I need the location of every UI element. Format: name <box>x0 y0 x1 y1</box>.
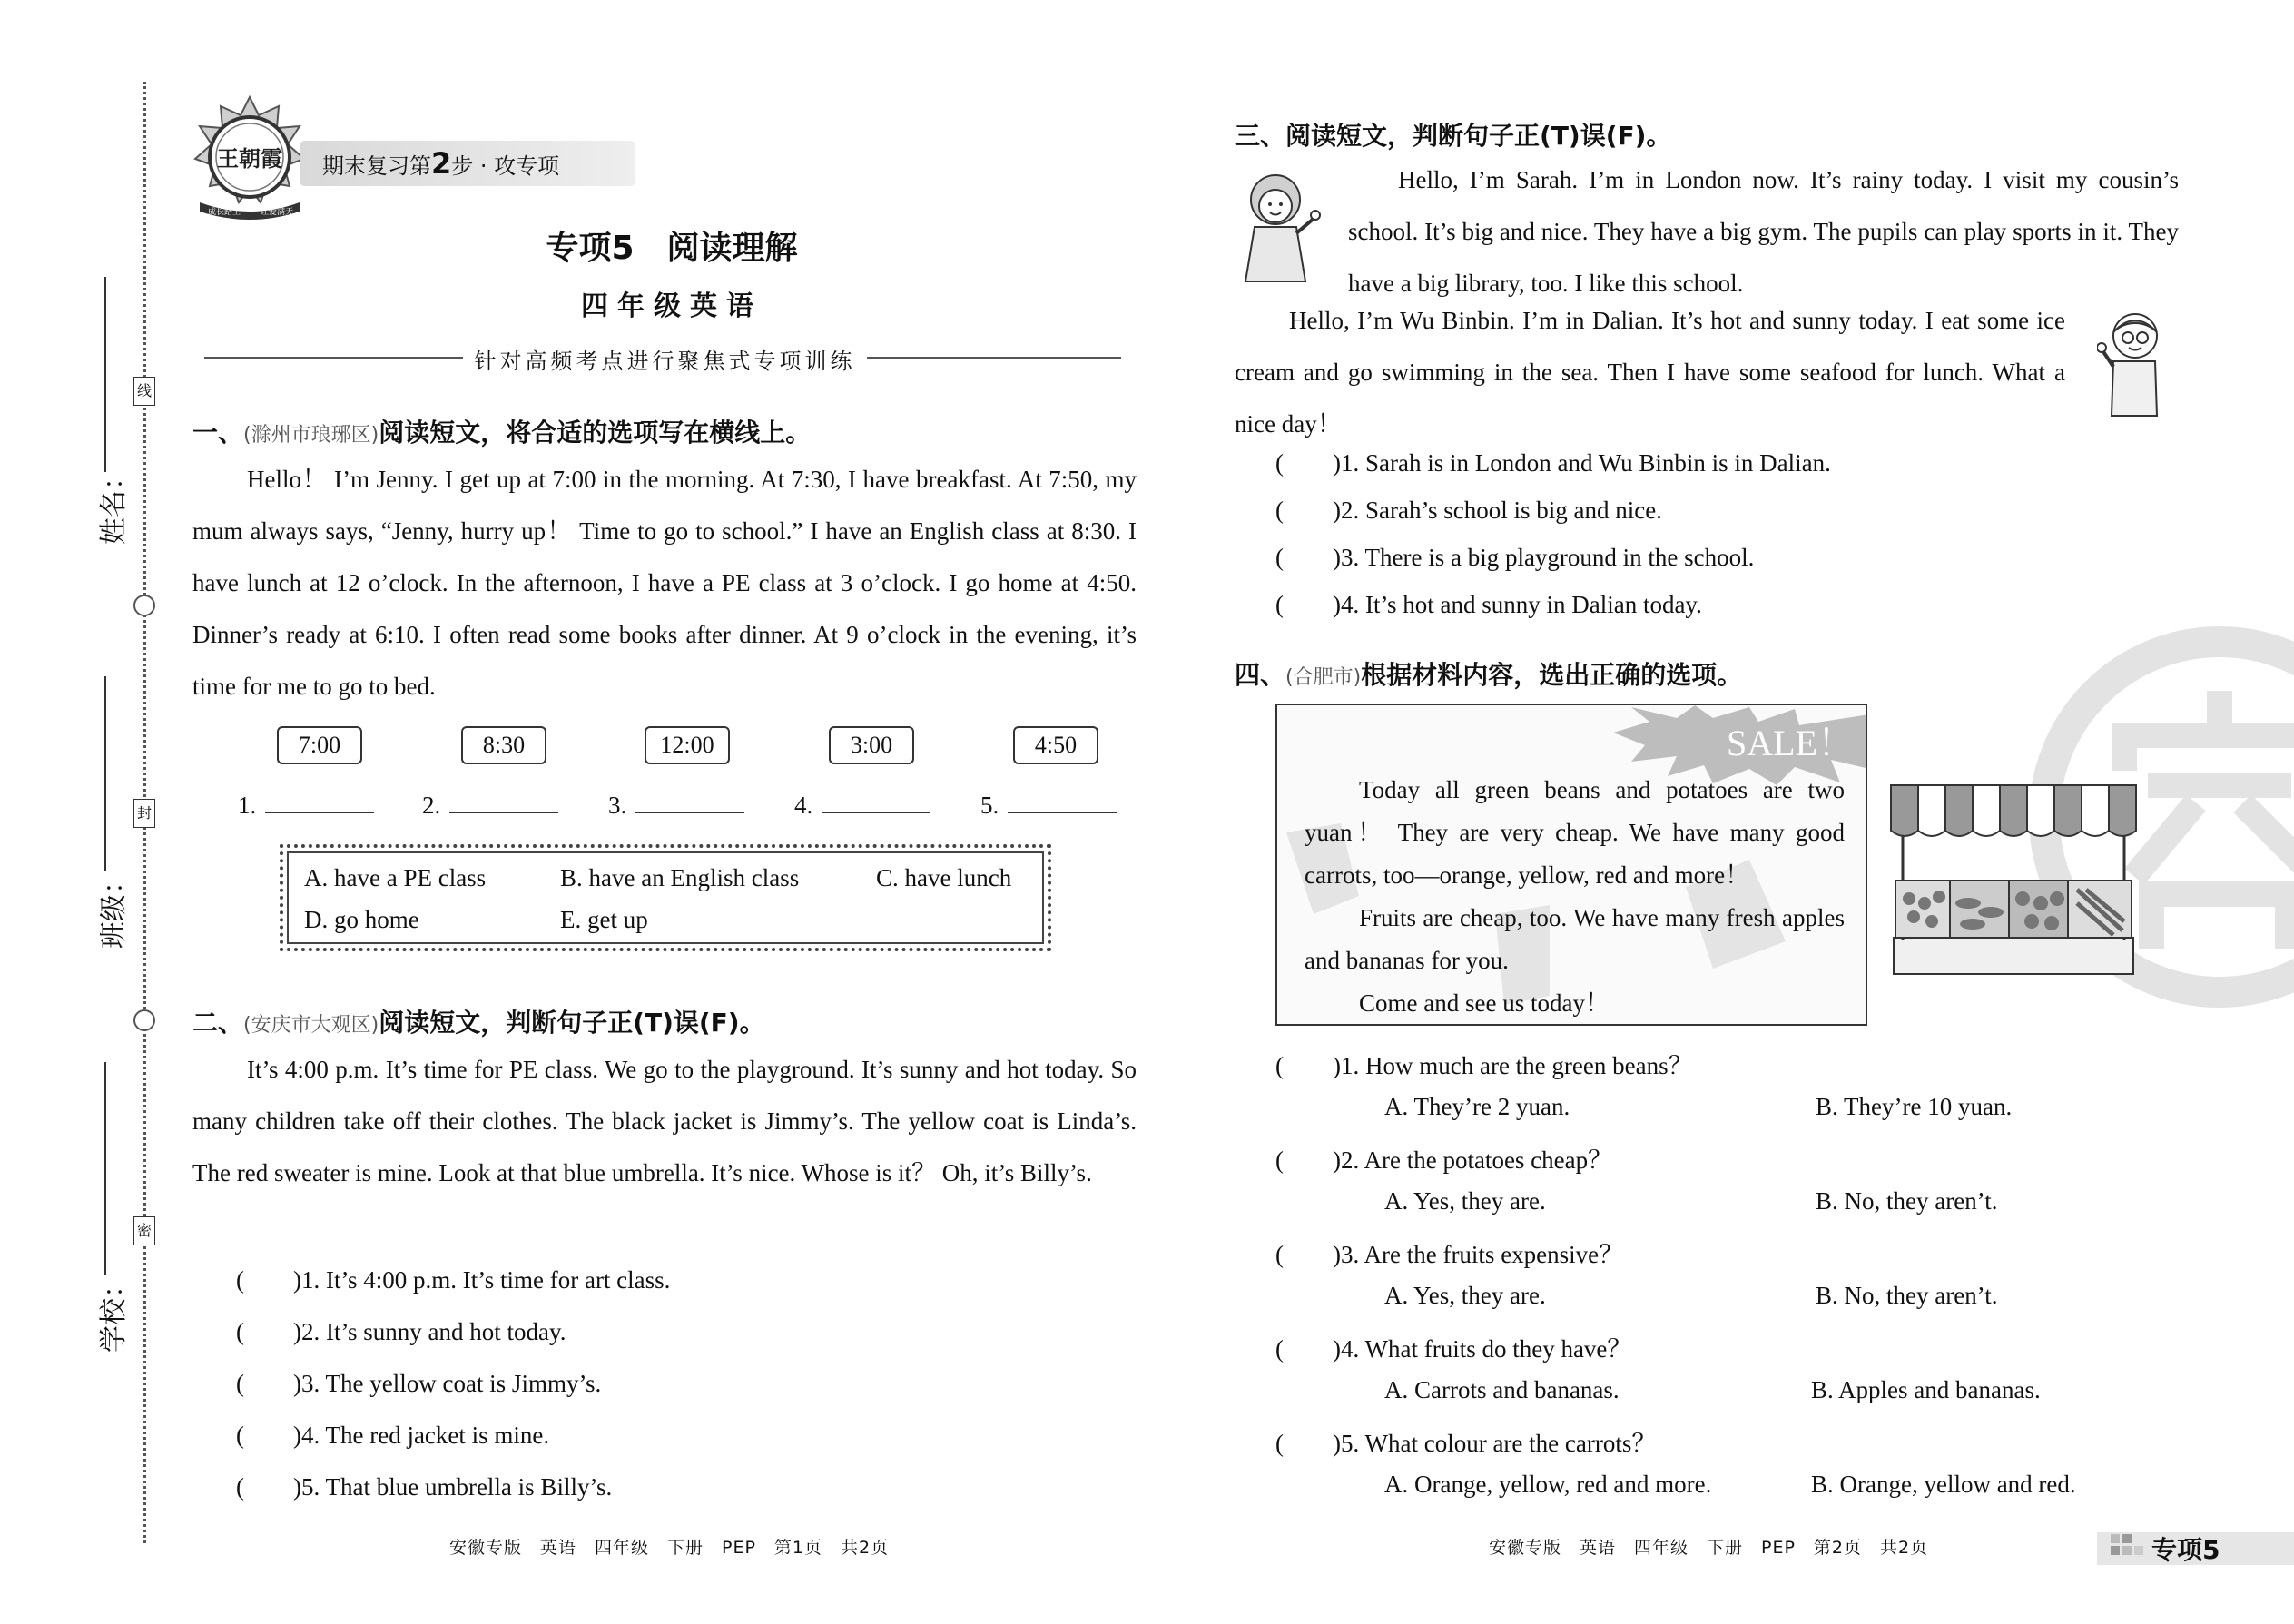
school-blank[interactable] <box>104 1062 106 1275</box>
mc-option-a: A. Yes, they are. <box>1384 1187 1546 1215</box>
section4-heading: 四、(合肥市)根据材料内容，选出正确的选项。 <box>1235 660 1743 690</box>
time-box: 4:50 <box>1013 726 1098 764</box>
mc-option-a: A. They’re 2 yuan. <box>1384 1093 1570 1120</box>
time-box: 12:00 <box>645 726 730 764</box>
name-blank[interactable] <box>104 277 106 472</box>
time-box: 7:00 <box>277 726 362 764</box>
divider <box>867 357 1121 359</box>
option-d: D. go home <box>304 906 419 933</box>
binding-hole-icon <box>133 1009 155 1031</box>
logo-motto-right: 让爱满天 <box>260 208 294 217</box>
seal-char-line: 线 <box>133 377 155 406</box>
section3-passage-sarah: Hello, I’m Sarah. I’m in London now. It’s rainy today. I visit my cousin’s school. It’s big and nice. They have a big gym. The pupils can play sports in it. They have a big library, too. I like this school. <box>1348 166 2179 297</box>
mc-question[interactable]: ( )1. How much are the green beans？ <box>1275 1052 1693 1079</box>
tf-item[interactable]: ( )1. It’s 4:00 p.m. It’s time for art class. <box>236 1266 671 1294</box>
class-blank[interactable] <box>104 676 106 871</box>
options-box <box>280 844 1051 951</box>
tag-squares-icon <box>2111 1534 2143 1563</box>
mc-question[interactable]: ( )5. What colour are the carrots？ <box>1275 1430 1657 1457</box>
answer-blank-3[interactable]: 3. <box>608 788 744 820</box>
section2-passage: It’s 4:00 p.m. It’s time for PE class. We go to the playground. It’s sunny and hot today. So many children take off their clothes. The black jacket is Jimmy’s. The yellow coat is Linda’s. The red sweater is mine. Look at that blue umbrella. It’s nice. Whose is it？ Oh, it’s Billy’s. <box>192 1056 1137 1186</box>
seal-char-seal: 封 <box>133 799 155 828</box>
logo-text: 王朝霞 <box>217 146 282 172</box>
answer-blank-4[interactable]: 4. <box>794 788 930 820</box>
mc-question[interactable]: ( )4. What fruits do they have？ <box>1275 1335 1632 1363</box>
page-title: 专项5 阅读理解 <box>546 230 798 267</box>
section3-heading: 三、阅读短文，判断句子正(T)误(F)。 <box>1235 121 1672 151</box>
tf-item[interactable]: ( )3. There is a big playground in the school. <box>1275 544 1755 571</box>
mc-option-b: B. No, they aren’t. <box>1816 1282 1998 1309</box>
option-e: E. get up <box>560 906 648 933</box>
footer-left: 安徽专版 英语 四年级 下册 PEP 第1页 共2页 <box>449 1538 890 1558</box>
grade-subject: 四年级英语 <box>581 290 763 322</box>
answer-blank-5[interactable]: 5. <box>980 788 1117 820</box>
tf-item[interactable]: ( )5. That blue umbrella is Billy’s. <box>236 1473 613 1501</box>
mc-option-b: B. No, they aren’t. <box>1816 1187 1998 1215</box>
section1-passage: Hello！ I’m Jenny. I get up at 7:00 in the morning. At 7:30, I have breakfast. At 7:50, my mum always says, “Jenny, hurry up！ Time to go to school.” I have an English class at 8:30. I have lunch at 12 o’clock. In the afternoon, I have a PE class at 3 o’clock. I go home at 4:50. Dinner’s ready at 6:10. I often read some books after dinner. At 9 o’clock in the evening, it’s time for me to go to bed. <box>192 466 1137 700</box>
option-c: C. have lunch <box>876 864 1012 891</box>
tf-item[interactable]: ( )1. Sarah is in London and Wu Binbin is in Dalian. <box>1275 449 1831 477</box>
seal-char-secret: 密 <box>133 1216 155 1245</box>
page-subtitle: 针对高频考点进行聚焦式专项训练 <box>474 349 856 374</box>
mc-option-b: B. Apples and bananas. <box>1811 1376 2041 1403</box>
tf-item[interactable]: ( )4. It’s hot and sunny in Dalian today. <box>1275 591 1702 618</box>
boy-wu-binbin-icon <box>2097 307 2170 420</box>
option-a: A. have a PE class <box>304 864 487 891</box>
tf-item[interactable]: ( )2. Sarah’s school is big and nice. <box>1275 497 1662 524</box>
mc-question[interactable]: ( )2. Are the potatoes cheap？ <box>1275 1147 1613 1174</box>
page-tag: 专项5 <box>2151 1535 2220 1565</box>
mc-question[interactable]: ( )3. Are the fruits expensive？ <box>1275 1241 1624 1268</box>
name-label: 姓名： <box>98 463 130 545</box>
tf-item[interactable]: ( )4. The red jacket is mine. <box>236 1422 550 1449</box>
tf-item[interactable]: ( )3. The yellow coat is Jimmy’s. <box>236 1370 602 1397</box>
mc-option-a: A. Carrots and bananas. <box>1384 1376 1620 1403</box>
option-b: B. have an English class <box>560 864 800 891</box>
review-step-banner: 期末复习第2步 · 攻专项 <box>300 141 635 186</box>
section2-heading: 二、(安庆市大观区)阅读短文，判断句子正(T)误(F)。 <box>192 1008 765 1038</box>
sale-advertisement <box>1275 704 1867 1026</box>
time-box: 3:00 <box>829 726 914 764</box>
divider <box>204 357 463 359</box>
mc-option-b: B. Orange, yellow and red. <box>1811 1471 2076 1498</box>
section1-heading: 一、(滁州市琅琊区)阅读短文，将合适的选项写在横线上。 <box>192 418 812 448</box>
ad-text: Today all green beans and potatoes are two yuan！ They are very cheap. We have many good carrots, too—orange, yellow, red and more！ Fruits are cheap, too. We have many fresh apples and bananas for you. Come and see us today！ <box>1305 776 1845 1017</box>
answer-blank-2[interactable]: 2. <box>422 788 558 820</box>
sale-label: SALE！ <box>1727 723 1854 763</box>
answer-blank-1[interactable]: 1. <box>238 788 374 820</box>
footer-right: 安徽专版 英语 四年级 下册 PEP 第2页 共2页 <box>1489 1538 1929 1558</box>
mc-option-a: A. Yes, they are. <box>1384 1282 1546 1309</box>
mc-option-a: A. Orange, yellow, red and more. <box>1384 1471 1712 1498</box>
market-stall-icon <box>1886 776 2141 978</box>
logo-motto-left: 成长路上 <box>207 208 241 217</box>
section3-passage-wu: Hello, I’m Wu Binbin. I’m in Dalian. It’s hot and sunny today. I eat some ice cream and go swimming in the sea. Then I have some seafood for lunch. What a nice day！ <box>1235 307 2065 438</box>
time-box: 8:30 <box>461 726 546 764</box>
tf-item[interactable]: ( )2. It’s sunny and hot today. <box>236 1318 566 1345</box>
binding-hole-icon <box>133 595 155 616</box>
class-label: 班级： <box>98 867 130 949</box>
mc-option-b: B. They’re 10 yuan. <box>1816 1093 2013 1120</box>
school-label: 学校： <box>98 1271 130 1353</box>
